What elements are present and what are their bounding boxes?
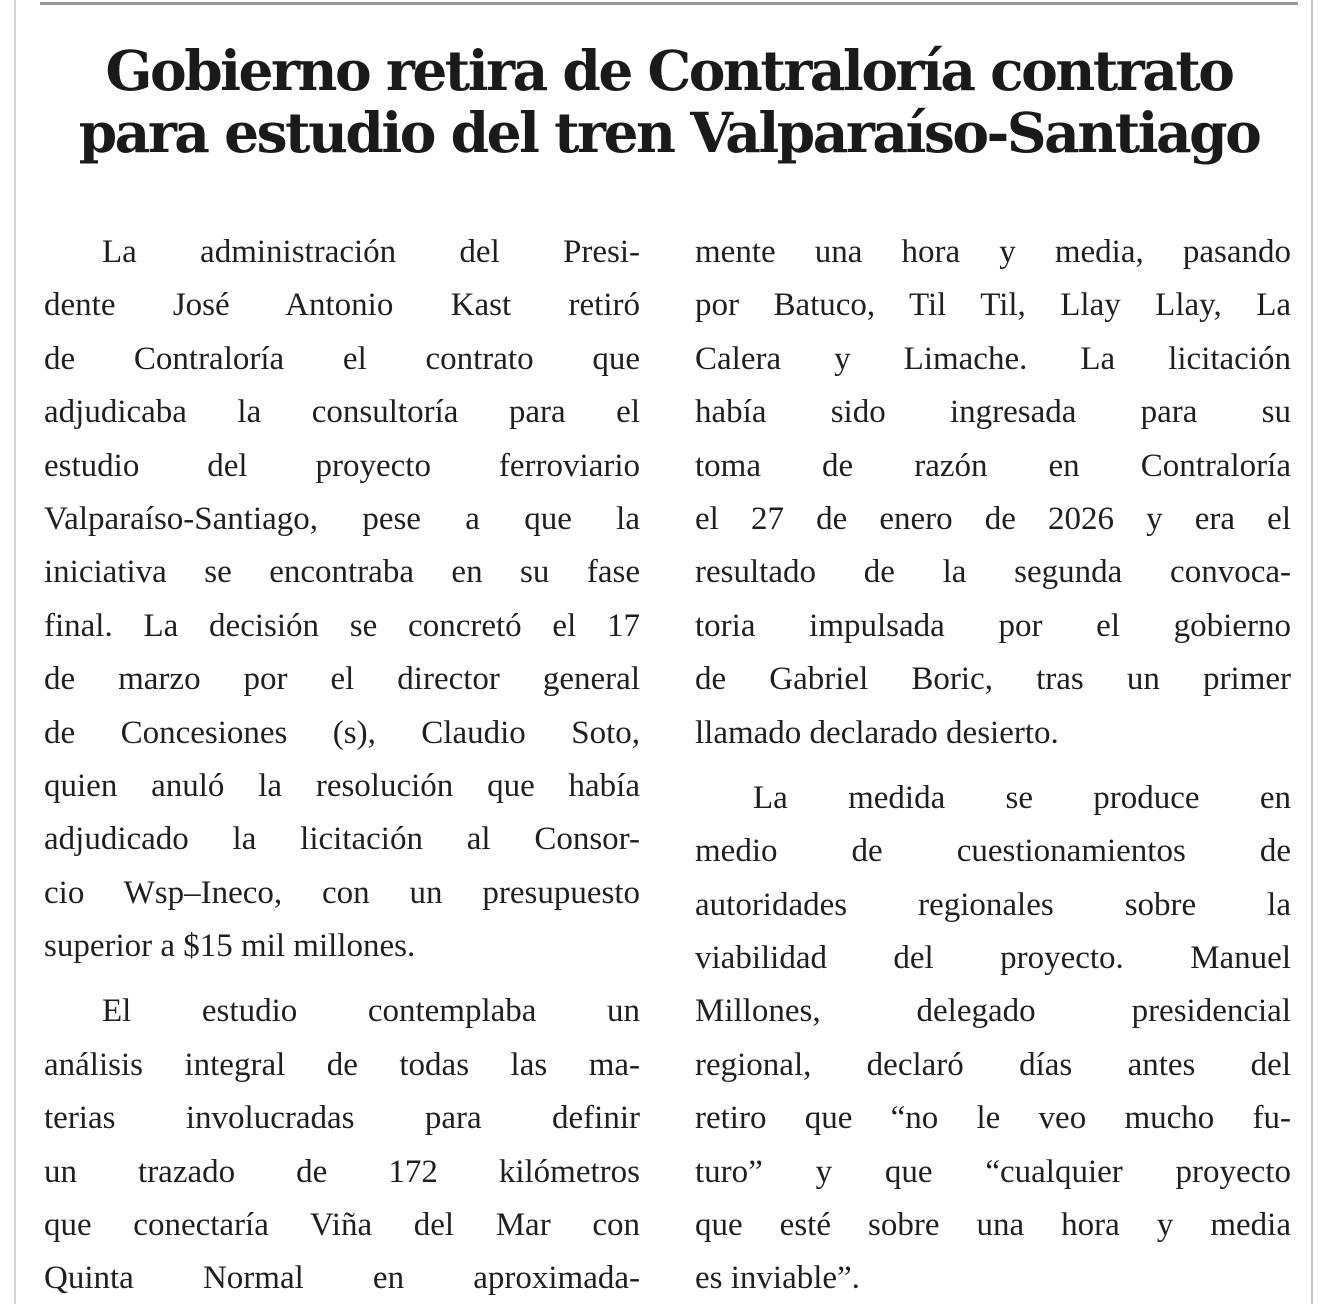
text-line: estudio del proyecto ferroviario xyxy=(44,447,640,484)
text-line: que esté sobre una hora y media xyxy=(695,1207,1291,1244)
text-line: Millones, delegado presidencial xyxy=(695,993,1291,1030)
paragraph-gap xyxy=(695,760,1291,772)
text-line: de Gabriel Boric, tras un primer xyxy=(695,661,1291,698)
text-line: adjudicaba la consultoría para el xyxy=(44,394,640,431)
text-line: superior a $15 mil millones. xyxy=(44,928,416,965)
article-headline xyxy=(40,40,1298,164)
text-line: regional, declaró días antes del xyxy=(695,1046,1291,1083)
text-line: La medida se produce en xyxy=(753,779,1291,816)
text-line: iniciativa se encontraba en su fase xyxy=(44,554,640,591)
text-line: de marzo por el director general xyxy=(44,661,640,698)
text-line: final. La decisión se concretó el 17 xyxy=(44,607,640,644)
left-border-rule xyxy=(14,0,16,1304)
headline-line: para estudio del tren Valparaíso-Santiago xyxy=(78,100,1260,165)
article-left-column xyxy=(44,226,640,1306)
text-line: un trazado de 172 kilómetros xyxy=(44,1153,640,1190)
text-line: por Batuco, Til Til, Llay Llay, La xyxy=(695,287,1291,324)
text-line: de Concesiones (s), Claudio Soto, xyxy=(44,714,640,751)
text-line: de Contraloría el contrato que xyxy=(44,340,640,377)
text-line: Valparaíso-Santiago, pese a que la xyxy=(44,500,640,537)
text-line: llamado declarado desierto. xyxy=(695,714,1059,751)
text-line: análisis integral de todas las ma- xyxy=(44,1046,640,1083)
text-line: turo” y que “cualquier proyecto xyxy=(695,1153,1291,1190)
text-line: toma de razón en Contraloría xyxy=(695,447,1291,484)
text-line: el 27 de enero de 2026 y era el xyxy=(695,500,1291,537)
text-line: retiro que “no le veo mucho fu- xyxy=(695,1100,1291,1137)
text-line: Calera y Limache. La licitación xyxy=(695,340,1291,377)
text-line: quien anuló la resolución que había xyxy=(44,767,640,804)
text-line: toria impulsada por el gobierno xyxy=(695,607,1291,644)
text-line: viabilidad del proyecto. Manuel xyxy=(695,940,1291,977)
top-border-rule xyxy=(40,2,1298,5)
text-line: medio de cuestionamientos de xyxy=(695,833,1291,870)
text-line: El estudio contemplaba un xyxy=(102,993,640,1030)
text-line: terias involucradas para definir xyxy=(44,1100,640,1137)
paragraph-gap xyxy=(44,973,640,985)
text-line: Quinta Normal en aproximada- xyxy=(44,1260,640,1297)
text-line: es inviable”. xyxy=(695,1260,860,1297)
text-line: había sido ingresada para su xyxy=(695,394,1291,431)
text-line: dente José Antonio Kast retiró xyxy=(44,287,640,324)
text-line: que conectaría Viña del Mar con xyxy=(44,1207,640,1244)
text-line: La administración del Presi- xyxy=(102,234,640,270)
text-line: autoridades regionales sobre la xyxy=(695,886,1291,923)
text-line: cio Wsp–Ineco, con un presupuesto xyxy=(44,874,640,911)
right-border-rule xyxy=(1311,0,1313,1304)
headline-line: Gobierno retira de Contraloría contrato xyxy=(105,38,1233,103)
text-line: adjudicado la licitación al Consor- xyxy=(44,821,640,858)
text-line: resultado de la segunda convoca- xyxy=(695,554,1291,591)
text-line: mente una hora y media, pasando xyxy=(695,234,1291,270)
article-right-column xyxy=(695,226,1291,1306)
